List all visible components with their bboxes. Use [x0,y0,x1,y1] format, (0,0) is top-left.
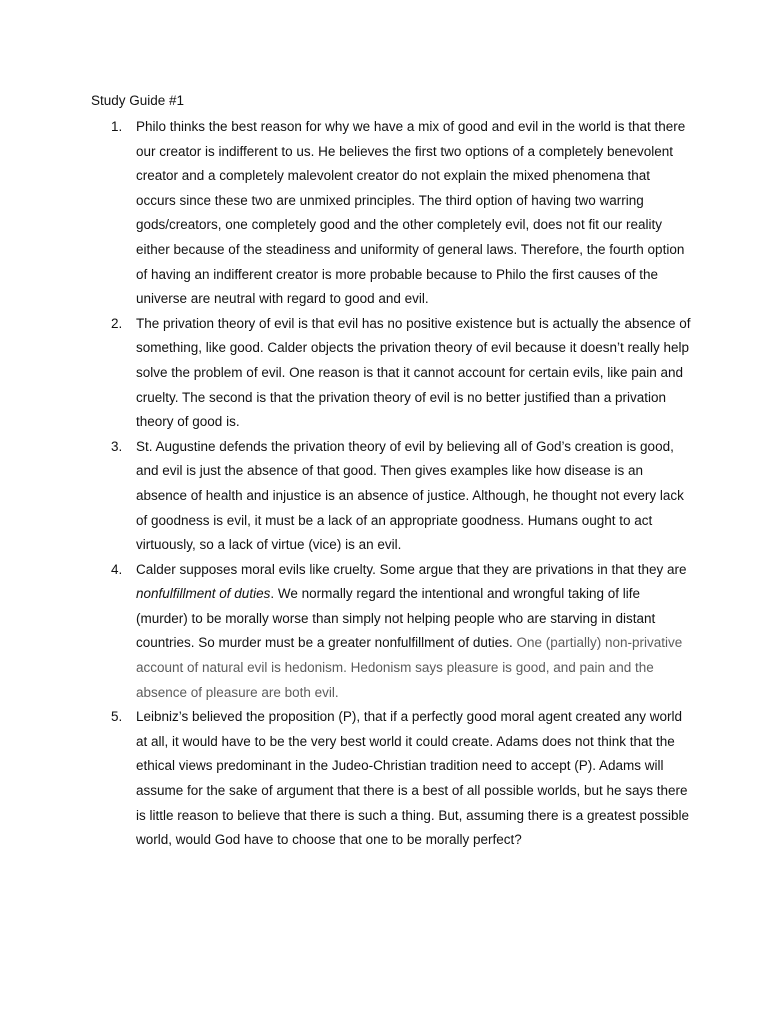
list-item [111,312,691,435]
item-text: Philo thinks the best reason for why we have a mix of good and evil in the world is that there our creator is indifferent to us. He believes the first two options of a completely benevolent creator and a completely malevolent creator do not explain the mixed phenomena that occurs since these two are unmixed principles. The third option of having two warring gods/creators, one completely good and the other completely evil, does not fit our reality either because of the steadiness and uniformity of general laws. Therefore, the fourth option of having an indifferent creator is more probable because to Philo the first causes of the universe are neutral with regard to good and evil. [136,119,686,307]
list-item [111,435,691,558]
item-number: 4. [111,561,123,577]
study-guide-list [111,115,691,853]
item-text-emphasis: nonfulfillment of duties [136,586,271,602]
document-title: Study Guide #1 [91,93,185,108]
item-number: 2. [111,315,123,331]
list-item [111,115,691,312]
item-text: Leibniz’s believed the proposition (P), that if a perfectly good moral agent created any world at all, it would have to be the very best world it could create. Adams does not think that the ethical views predominant in the Judeo-Christian tradition need to accept (P). Adams will assume for the sake of argument that there is a best of all possible worlds, but he says there is little reason to believe that there is such a thing. But, assuming there is a greatest possible world, would God have to choose that one to be morally perfect? [136,709,690,848]
item-text-muted: One (partially) non-privative account of natural evil is hedonism. Hedonism says pleasure is good, and pain and the absence of pleasure are both evil. [136,635,683,700]
item-text-part: Calder supposes moral evils like cruelty. Some argue that they are privations in that they are [136,561,687,577]
item-number: 5. [111,709,123,725]
list-item [111,705,691,853]
item-text-part: . We normally regard the intentional and wrongful taking of life (murder) to be morally worse than simply not helping people who are starving in distant countries. So murder must be a greater nonfulfillment of duties. [136,586,656,651]
item-number: 3. [111,438,123,454]
list-item [111,558,691,706]
item-text [136,558,691,706]
item-number: 1. [111,119,123,134]
item-text: St. Augustine defends the privation theory of evil by believing all of God’s creation is good, and evil is just the absence of that good. Then gives examples like how disease is an absence of health and injustice is an absence of justice. Although, he thought not every lack of goodness is evil, it must be a lack of an appropriate goodness. Humans ought to act virtuously, so a lack of virtue (vice) is an evil. [136,438,684,553]
item-text: The privation theory of evil is that evil has no positive existence but is actually the absence of something, like good. Calder objects the privation theory of evil because it doesn’t really help solve the problem of evil. One reason is that it cannot account for certain evils, like pain and cruelty. The second is that the privation theory of evil is no better justified than a privation theory of good is. [136,315,691,430]
